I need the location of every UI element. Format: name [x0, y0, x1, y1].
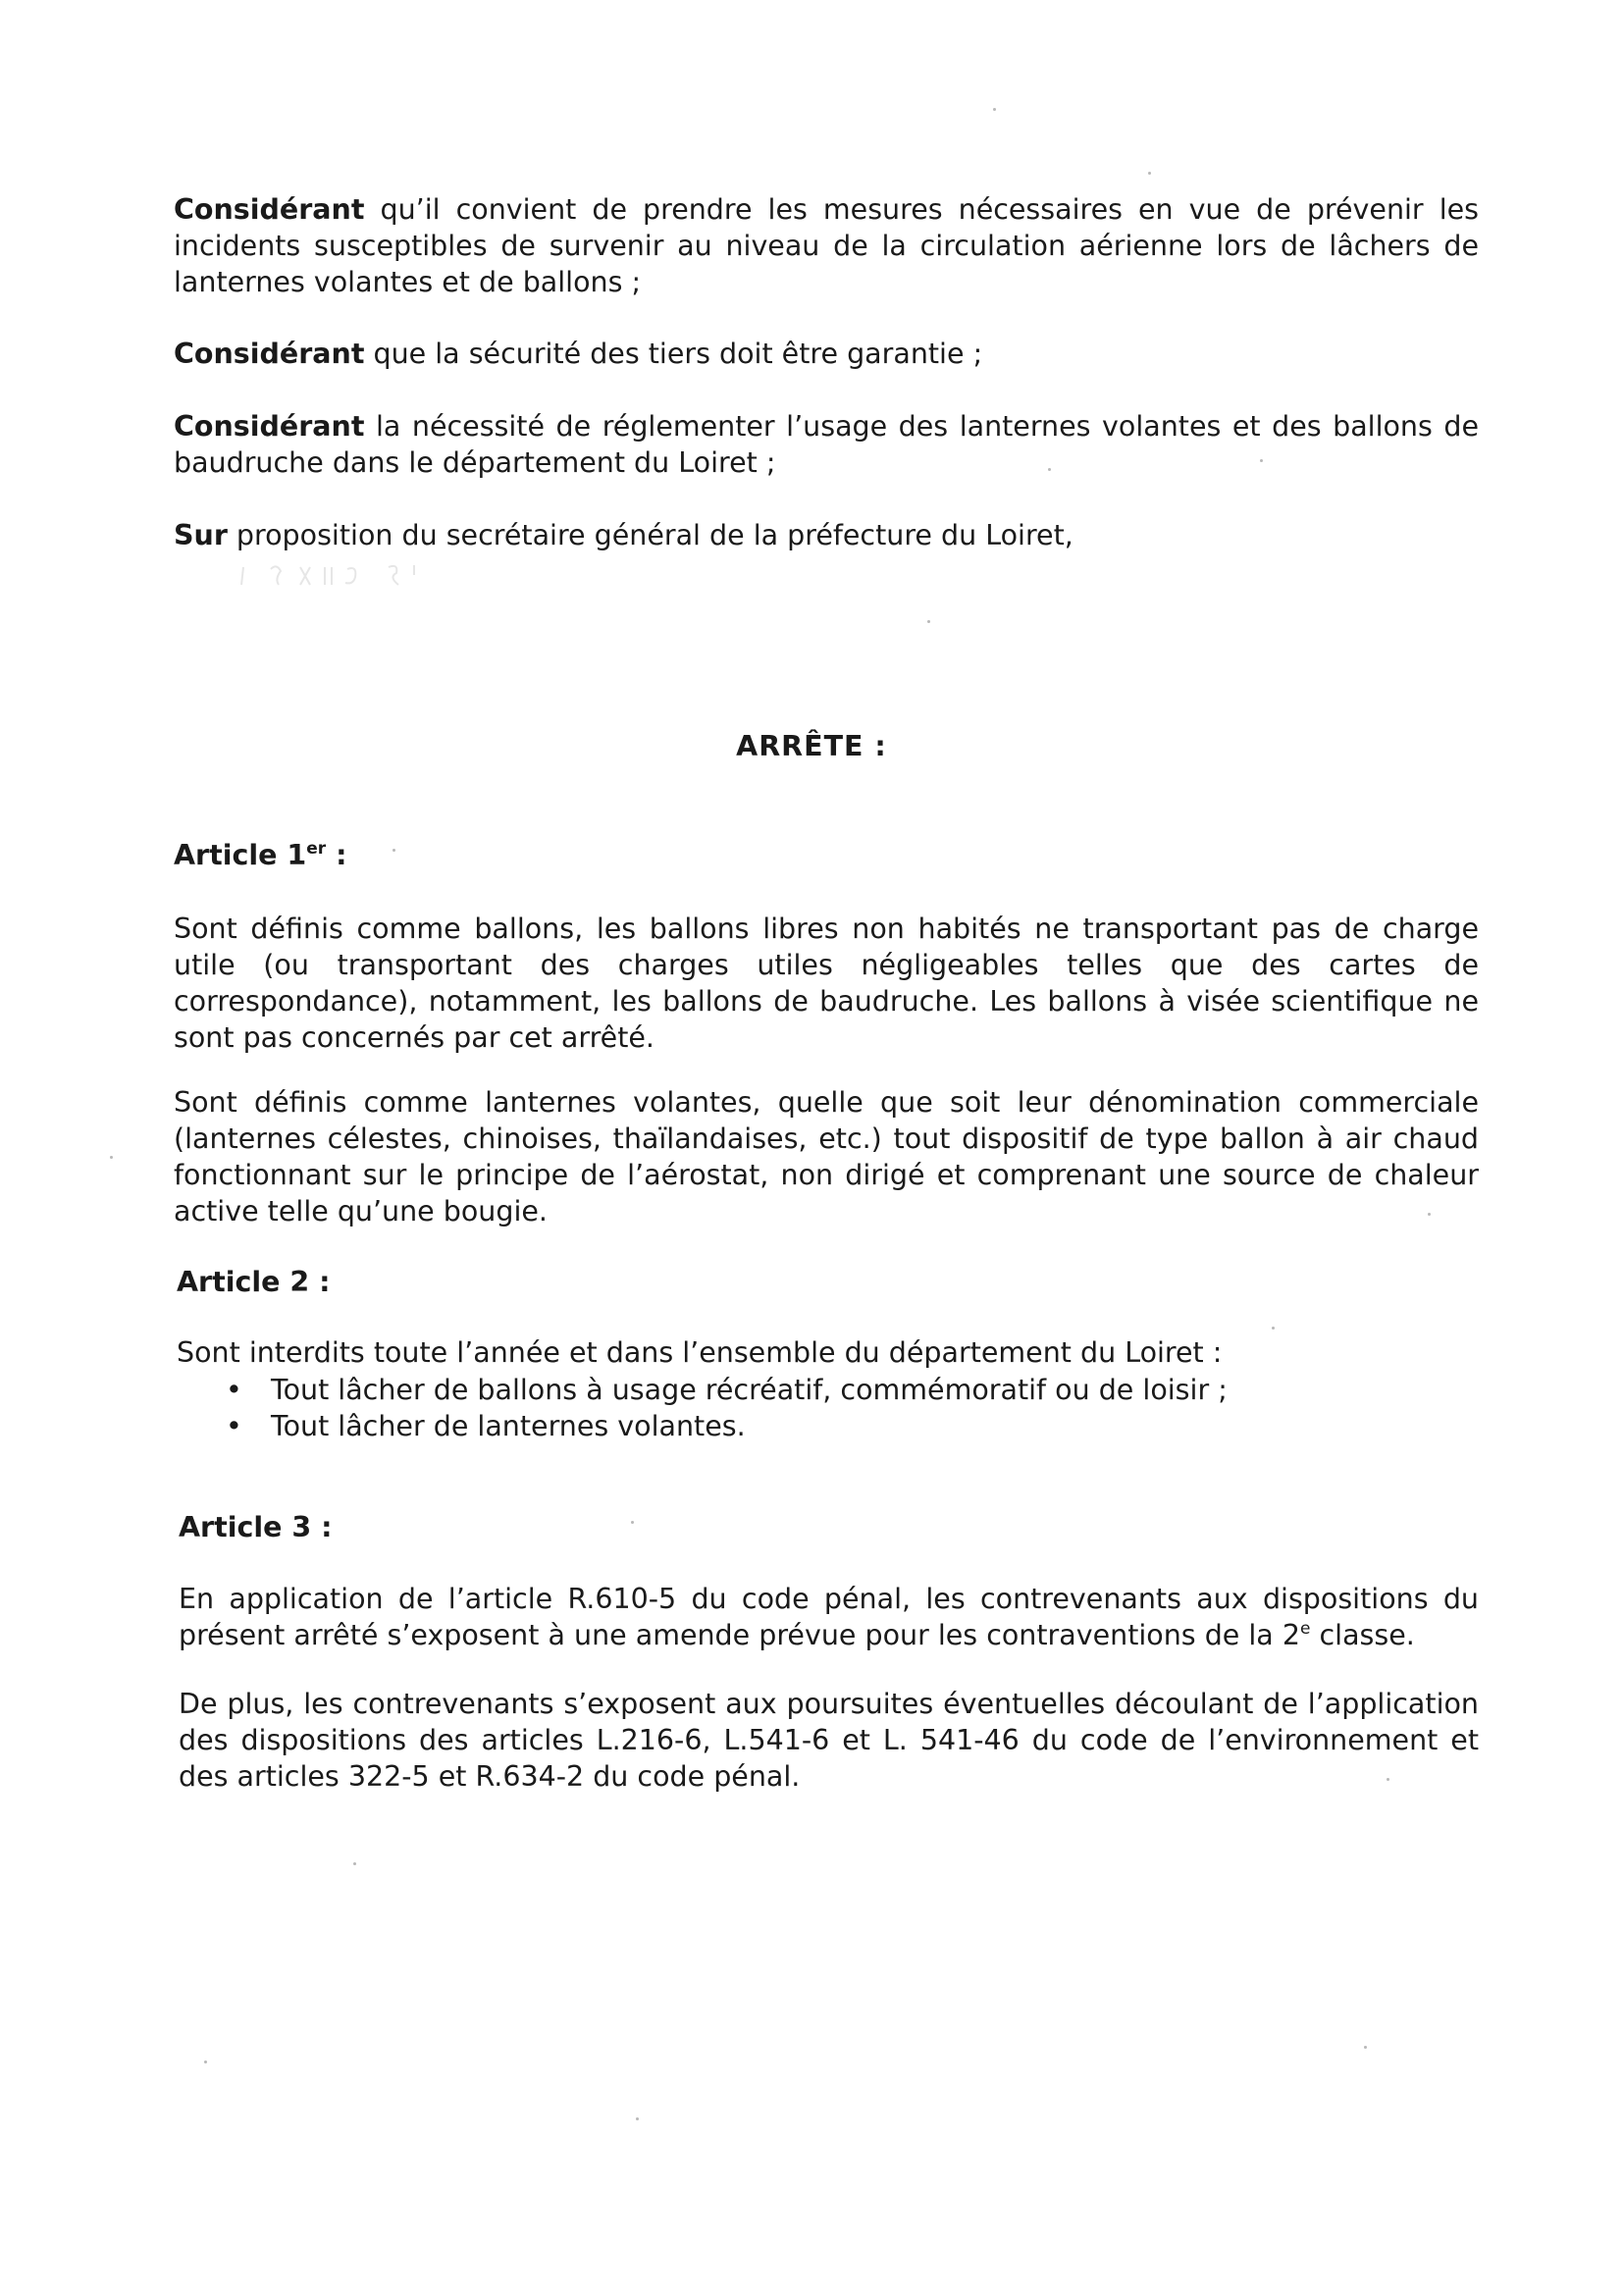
scan-speck	[353, 1862, 356, 1865]
faint-stamp-icon	[232, 557, 428, 591]
scan-speck	[1148, 172, 1151, 175]
scan-speck	[1272, 1327, 1275, 1330]
article-3-paragraph-1-end: classe.	[1310, 1619, 1415, 1651]
scan-speck	[1364, 2046, 1367, 2049]
list-item-text: Tout lâcher de ballons à usage récréatif, commémoratif ou de loisir ;	[271, 1374, 1228, 1406]
list-item	[177, 1372, 1452, 1408]
article-2-bullet-list	[177, 1372, 1452, 1444]
article-1-paragraph-2: Sont définis comme lanternes volantes, quelle que soit leur dénomination commerciale (lanternes célestes, chinoises, thaïlandaises, etc.) tout dispositif de type ballon à air chaud fonctionnant sur le principe de l’aérostat, non dirigé et comprenant une source de chaleur active telle qu’une bougie.	[174, 1086, 1479, 1227]
article-3-paragraph-1-sup: e	[1299, 1619, 1311, 1639]
considerant-paragraph-1	[174, 191, 1479, 300]
considerant-lead-1: Considérant	[174, 193, 365, 226]
scan-speck	[1048, 468, 1051, 471]
faint-stamp-mark	[232, 557, 447, 597]
proposition-paragraph	[174, 517, 1479, 553]
scan-speck	[631, 1521, 634, 1524]
considerant-text-2: que la sécurité des tiers doit être garantie ;	[364, 338, 983, 370]
article-2-intro: Sont interdits toute l’année et dans l’ensemble du département du Loiret :	[177, 1336, 1223, 1369]
considerant-lead-3: Considérant	[174, 410, 365, 443]
scan-speck	[393, 849, 395, 852]
article-1-title-sup: er	[306, 839, 327, 859]
article-1-title-prefix: Article 1	[174, 839, 307, 871]
proposition-text: proposition du secrétaire général de la préfecture du Loiret,	[227, 519, 1073, 551]
scan-speck	[1260, 459, 1263, 462]
scan-speck	[1428, 1213, 1431, 1216]
article-2-title: Article 2 :	[177, 1266, 331, 1298]
considerant-paragraph-3	[174, 408, 1479, 481]
list-item-text: Tout lâcher de lanternes volantes.	[271, 1410, 746, 1442]
scan-speck	[110, 1156, 113, 1159]
considerant-text-1: qu’il convient de prendre les mesures nécessaires en vue de prévenir les incidents susceptibles de survenir au niveau de la circulation aérienne lors de lâchers de lanternes volantes et de ballons ;	[174, 193, 1479, 298]
article-3-paragraph-2: De plus, les contrevenants s’exposent aux poursuites éventuelles découlant de l’application des dispositions des articles L.216-6, L.541-6 et L. 541-46 du code de l’environnement et des articles 322-5 et R.634-2 du code pénal.	[179, 1688, 1479, 1793]
decree-heading: ARRÊTE :	[736, 730, 887, 762]
proposition-lead: Sur	[174, 519, 228, 551]
article-3-title: Article 3 :	[179, 1511, 333, 1543]
scan-speck	[927, 620, 930, 623]
article-1-title-suffix: :	[326, 839, 347, 871]
scan-speck	[636, 2117, 639, 2120]
scan-speck	[993, 108, 996, 111]
considerant-lead-2: Considérant	[174, 338, 365, 370]
scan-speck	[204, 2061, 207, 2063]
scan-speck	[1387, 1778, 1389, 1781]
bullet-icon: •	[226, 1410, 242, 1442]
article-3-paragraph-1-text: En application de l’article R.610-5 du code pénal, les contrevenants aux dispositions du présent arrêté s’exposent à une amende prévue pour les contraventions de la 2	[179, 1583, 1479, 1651]
article-1-paragraph-1: Sont définis comme ballons, les ballons libres non habités ne transportant pas de charge utile (ou transportant des charges utiles négligeables telles que des cartes de correspondance), notamment, les ballons de baudruche. Les ballons à visée scientifique ne sont pas concernés par cet arrêté.	[174, 913, 1479, 1054]
bullet-icon: •	[226, 1374, 242, 1406]
considerant-text-3: la nécessité de réglementer l’usage des lanternes volantes et des ballons de baudruche dans le département du Loiret ;	[174, 410, 1479, 479]
considerant-paragraph-2	[174, 336, 1479, 372]
article-1-title	[174, 837, 347, 873]
list-item	[177, 1408, 1452, 1444]
article-3-paragraph-1	[179, 1581, 1479, 1653]
